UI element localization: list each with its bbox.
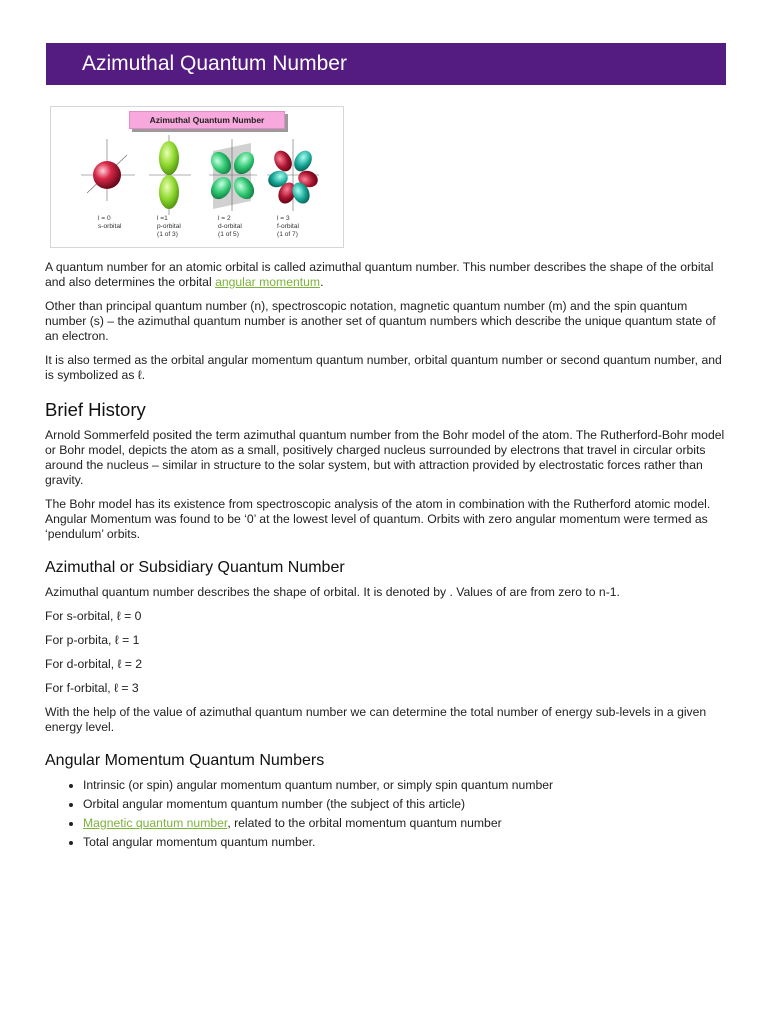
- angular-momentum-link[interactable]: angular momentum: [215, 275, 321, 289]
- subsidiary-heading: Azimuthal or Subsidiary Quantum Number: [45, 559, 345, 576]
- magnetic-quantum-number-link[interactable]: Magnetic quantum number: [83, 816, 228, 830]
- d-orbital-label: l = 2 d-orbital (1 of 5): [218, 215, 242, 238]
- s-orbital-value: For s-orbital, ℓ = 0: [45, 609, 142, 623]
- f-orbital-value: For f-orbital, ℓ = 3: [45, 681, 139, 695]
- f-orbital-shape: [266, 139, 320, 211]
- p-orbital-value: For p-orbita, ℓ = 1: [45, 633, 140, 647]
- subsidiary-paragraph-1: Azimuthal quantum number describes the shape of orbital. It is denoted by . Values of are from zero to n-1.: [45, 585, 620, 599]
- page-title: Azimuthal Quantum Number: [82, 52, 347, 75]
- history-paragraph-1: Arnold Sommerfeld posited the term azimuthal quantum number from the Bohr model of the atom. The Rutherford-Bohr model or Bohr model, depicts the atom as a small, positively charged nucleus surrounded by electrons that travel in circular orbits around the nucleus – similar in structure to the solar system, but with attraction provided by electrostatic forces rather than gravity.: [45, 428, 725, 487]
- article-body: [45, 260, 725, 854]
- d-orbital-value: For d-orbital, ℓ = 2: [45, 657, 143, 671]
- angular-momentum-heading: Angular Momentum Quantum Numbers: [45, 752, 325, 769]
- list-item: • Magnetic quantum number, related to the orbital momentum quantum number: [83, 816, 725, 831]
- intro-paragraph-3: It is also termed as the orbital angular momentum quantum number, orbital quantum number or second quantum number, and is symbolized as ℓ.: [45, 353, 722, 382]
- history-paragraph-2: The Bohr model has its existence from spectroscopic analysis of the atom in combination with the Rutherford atomic model. Angular Momentum was found to be ‘0’ at the lowest level of quantum. Orbits with zero angular momentum were termed as ‘pendulum’ orbits.: [45, 497, 711, 541]
- f-orbital-label: l = 3 f-orbital (1 of 7): [277, 215, 299, 238]
- page-header-banner: [46, 43, 726, 85]
- orbital-illustration: [51, 135, 343, 215]
- d-orbital-shape: [207, 139, 259, 211]
- s-orbital-shape: [81, 139, 135, 201]
- figure-title: Azimuthal Quantum Number: [129, 111, 285, 129]
- brief-history-heading: Brief History: [45, 399, 146, 420]
- orbital-figure: [50, 106, 344, 248]
- list-item: • Total angular momentum quantum number.: [83, 835, 725, 850]
- subsidiary-paragraph-2: With the help of the value of azimuthal quantum number we can determine the total number of energy sub-levels in a given energy level.: [45, 705, 707, 734]
- s-orbital-label: l = 0 s-orbital: [98, 215, 122, 230]
- intro-paragraph-1: A quantum number for an atomic orbital is called azimuthal quantum number. This number describes the shape of the orbital and also determines the orbital angular momentum.: [45, 260, 714, 289]
- intro-paragraph-2: Other than principal quantum number (n), spectroscopic notation, magnetic quantum number (m) and the spin quantum number (s) – the azimuthal quantum number is another set of quantum numbers which describe the unique quantum state of an electron.: [45, 299, 716, 343]
- p-orbital-label: l =1 p-orbital (1 of 3): [157, 215, 181, 238]
- list-item: • Orbital angular momentum quantum number (the subject of this article): [83, 797, 725, 812]
- p-orbital-shape: [149, 135, 191, 215]
- list-item: • Intrinsic (or spin) angular momentum quantum number, or simply spin quantum number: [83, 778, 725, 793]
- angular-momentum-list: [45, 778, 725, 850]
